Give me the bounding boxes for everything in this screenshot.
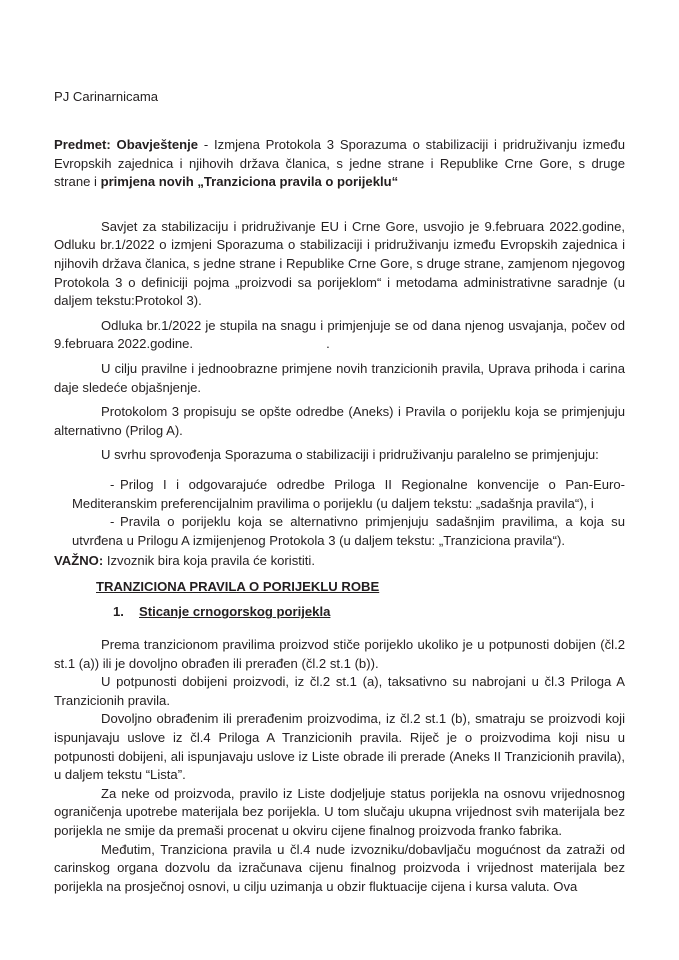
spacer bbox=[54, 192, 625, 218]
subject-body: Izmjena Protokola 3 Sporazuma o stabilizaciji i pridruživanju između Evropskih zajednica i njihovih država članica, s jedne strane i Republike Crne Gore, s druge strane i bbox=[54, 137, 625, 190]
paragraph-parallel-application: U svrhu sprovođenja Sporazuma o stabilizaciji i pridruživanju paralelno se primjenjuju: bbox=[101, 447, 599, 463]
document-body bbox=[54, 88, 625, 896]
paragraph-uniform-application: U cilju pravilne i jednoobrazne primjene novih tranzicionih pravila, Uprava prihoda i carina daje sledeće objašnjenje. bbox=[54, 360, 625, 395]
subject-line bbox=[54, 136, 625, 192]
paragraph-protocol-provisions: Protokolom 3 propisuju se opšte odredbe (Aneks) i Pravila o porijeklu koja se primjenjuju alternativno (Prilog A). bbox=[54, 404, 625, 438]
subject-bold-tail: primjena novih „Tranziciona pravila o porijeklu“ bbox=[100, 174, 399, 190]
paragraph-average-basis: Međutim, Tranziciona pravila u čl.4 nude izvozniku/dobavljaču mogućnost da zatraži od carinskog organa dozvolu da izračunava cijenu finalnog proizvoda i vrijednost materijala bez porijekla na prosječnoj osnovi, u cilju uzimanja u obzir fluktuacije cijena i kursa valuta. Ova bbox=[54, 841, 625, 894]
paragraph-council-decision: Savjet za stabilizaciju i pridruživanje EU i Crne Gore, usvojio je 9.februara 2022.godine, Odluku br.1/2022 o izmjeni Sporazuma o stabilizaciji i pridruživanju između Evropskih zajednica i njihovih država članica, s jedne strane i Republike Crne Gore, s druge strane, zamjenom njegovog Protokola 3 o definiciji pojma „proizvodi sa porijeklom“ i metodama administrativne saradnje (u daljem tekstu:Protokol 3). bbox=[54, 218, 625, 309]
subject-label: Predmet: Obavještenje bbox=[54, 137, 199, 152]
numbered-heading-number: 1. bbox=[113, 604, 124, 620]
list-item-text: Prilog I i odgovarajuće odredbe Priloga II Regionalne konvencije o Pan-Euro-Mediteranskim preferencijalnim pravilima o porijeklu (u daljem tekstu: „sadašnja pravila“), i bbox=[72, 476, 625, 511]
numbered-heading-title: Sticanje crnogorskog porijekla bbox=[139, 604, 331, 620]
paragraph-value-limitation: Za neke od proizvoda, pravilo iz Liste dodjeljuje status porijekla na osnovu vrijednosnog ograničenja upotrebe materijala bez porijekla. U tom slučaju ukupna vrijednost svih materijala bez porijekla ne smije da premaši procenat u okviru cijene finalnog proizvoda franko fabrika. bbox=[54, 785, 625, 838]
list-item bbox=[54, 513, 625, 550]
section-heading-row bbox=[54, 578, 625, 597]
spacer bbox=[54, 465, 625, 476]
subject-separator: - bbox=[198, 137, 215, 152]
paragraph-entry-into-force bbox=[54, 317, 625, 354]
bullet-dash: - bbox=[110, 514, 115, 530]
important-text: Izvoznik bira koja pravila će koristiti. bbox=[103, 553, 315, 569]
paragraph-sufficiently-worked: Dovoljno obrađenim ili prerađenim proizvodima, iz čl.2 st.1 (b), smatraju se proizvodi koji ispunjavaju uslove iz čl.4 Priloga A Tranzicionih pravila. Riječ je o proizvodima koji nisu u potpunosti dobijeni, ali ispunjavaju uslove iz Liste obrade ili prerade (Aneks II Tranzicionih pravila), u daljem tekstu “Lista”. bbox=[54, 711, 625, 783]
list-item bbox=[54, 476, 625, 513]
numbered-heading bbox=[54, 603, 625, 622]
section-heading: TRANZICIONA PRAVILA O PORIJEKLU ROBE bbox=[96, 578, 380, 594]
bullet-dash: - bbox=[110, 476, 115, 492]
important-label: VAŽNO: bbox=[54, 553, 104, 569]
paragraph-entry-into-force-text: Odluka br.1/2022 je stupila na snagu i primjenjuje se od dana njenog usvajanja, počev od 9.februara 2022.godine. bbox=[54, 317, 625, 352]
rules-bullet-list bbox=[54, 476, 625, 550]
important-note bbox=[54, 552, 625, 571]
paragraph-origin-acquisition: Prema tranzicionom pravilima proizvod stiče porijeklo ukoliko je u potpunosti dobijen (čl.2 st.1 (a)) ili je dovoljno obrađen ili prerađen (čl.2 st.1 (b)). bbox=[54, 637, 625, 671]
spacer bbox=[54, 622, 625, 636]
list-item-text: Pravila o porijeklu koja se alternativno primjenjuju sadašnjim pravilima, a koja su utvrđena u Prilogu A izmijenjenog Protokola 3 (u daljem tekstu: „Tranziciona pravila“). bbox=[72, 514, 625, 548]
stray-period: . bbox=[326, 336, 330, 352]
paragraph-wholly-obtained: U potpunosti dobijeni proizvodi, iz čl.2 st.1 (a), taksativno su nabrojani u čl.3 Priloga A Tranzicionih pravila. bbox=[54, 674, 625, 708]
addressee-line: PJ Carinarnicama bbox=[54, 89, 159, 104]
